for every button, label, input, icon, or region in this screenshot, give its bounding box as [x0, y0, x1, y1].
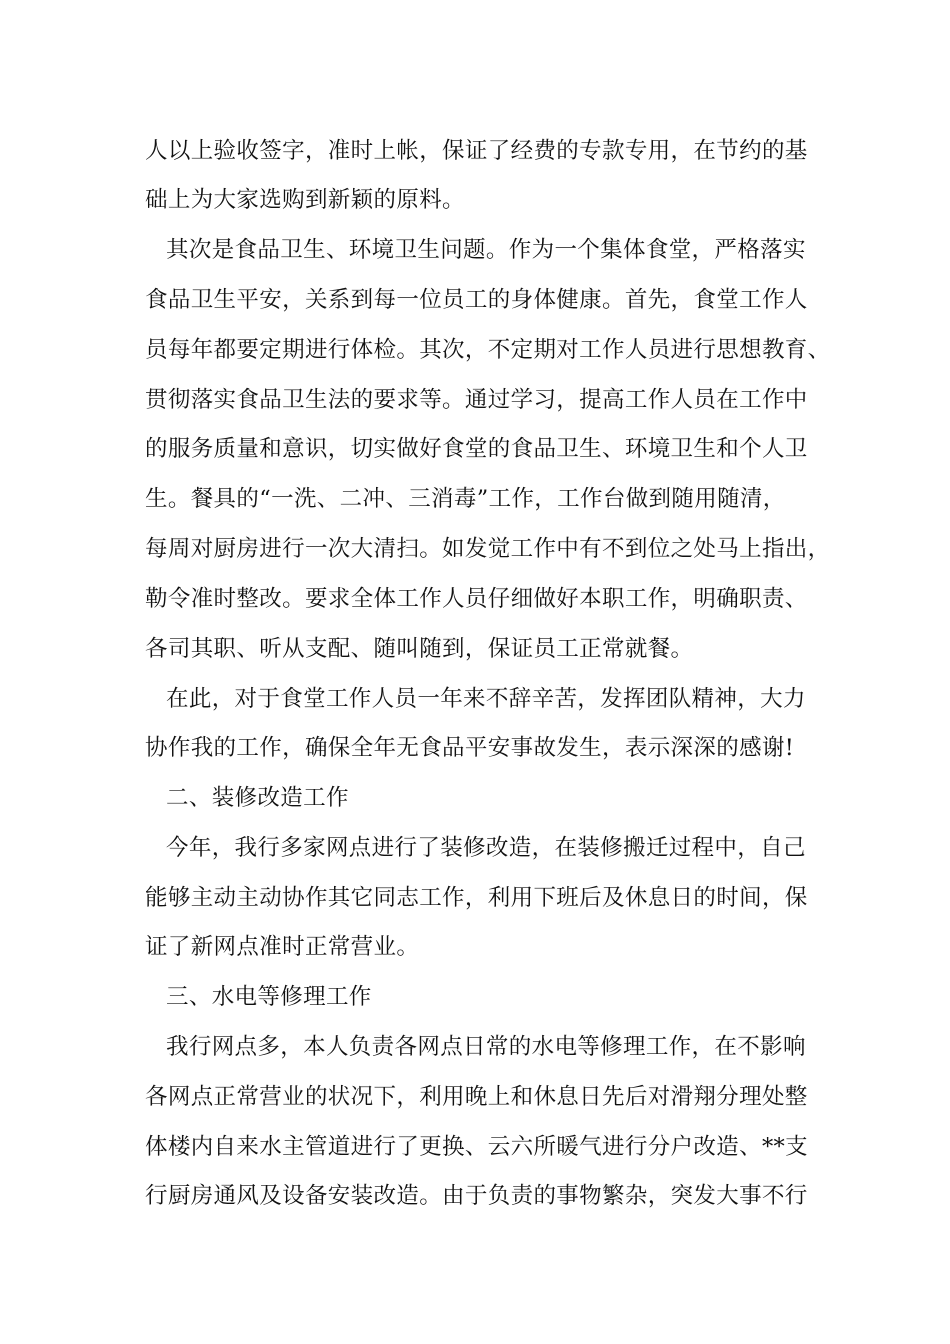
text-line-22: 行厨房通风及设备安装改造。由于负责的事物繁杂，突发大事不行	[145, 1183, 808, 1209]
text-line-1: 人以上验收签字，准时上帐，保证了经费的专款专用，在节约的基	[145, 138, 808, 164]
text-line-17: 证了新网点准时正常营业。	[145, 934, 420, 960]
text-line-10: 勒令准时整改。要求全体工作人员仔细做好本职工作，明确职责、	[145, 586, 808, 612]
paragraph-line-repair-start: 我行网点多，本人负责各网点日常的水电等修理工作，在不影响	[166, 1034, 806, 1060]
section-heading-repair: 三、水电等修理工作	[166, 984, 372, 1010]
text-line-5: 员每年都要定期进行体检。其次，不定期对工作人员进行思想教育、	[145, 337, 831, 363]
section-heading-renovation: 二、装修改造工作	[166, 785, 349, 811]
text-line-4: 食品卫生平安，关系到每一位员工的身体健康。首先，食堂工作人	[145, 287, 808, 313]
text-line-2: 础上为大家选购到新颖的原料。	[145, 187, 465, 213]
text-line-8: 生。餐具的“一洗、二冲、三消毒”工作，工作台做到随用随清，	[145, 486, 786, 512]
text-line-21: 体楼内自来水主管道进行了更换、云六所暖气进行分户改造、**支	[145, 1134, 809, 1160]
paragraph-line-renovation-start: 今年，我行多家网点进行了装修改造，在装修搬迁过程中，自己	[166, 835, 806, 861]
paragraph-line-thanks-start: 在此，对于食堂工作人员一年来不辞辛苦，发挥团队精神，大力	[166, 686, 806, 712]
text-line-16: 能够主动主动协作其它同志工作，利用下班后及休息日的时间，保	[145, 885, 808, 911]
text-line-9: 每周对厨房进行一次大清扫。如发觉工作中有不到位之处马上指出，	[145, 536, 831, 562]
text-line-7: 的服务质量和意识，切实做好食堂的食品卫生、环境卫生和个人卫	[145, 436, 808, 462]
text-line-6: 贯彻落实食品卫生法的要求等。通过学习，提高工作人员在工作中	[145, 387, 808, 413]
text-line-13: 协作我的工作，确保全年无食品平安事故发生，表示深深的感谢!	[145, 735, 795, 761]
text-line-20: 各网点正常营业的状况下，利用晚上和休息日先后对滑翔分理处整	[145, 1084, 808, 1110]
text-line-11: 各司其职、听从支配、随叫随到，保证员工正常就餐。	[145, 636, 694, 662]
paragraph-line-food-hygiene-start: 其次是食品卫生、环境卫生问题。作为一个集体食堂，严格落实	[166, 237, 806, 263]
